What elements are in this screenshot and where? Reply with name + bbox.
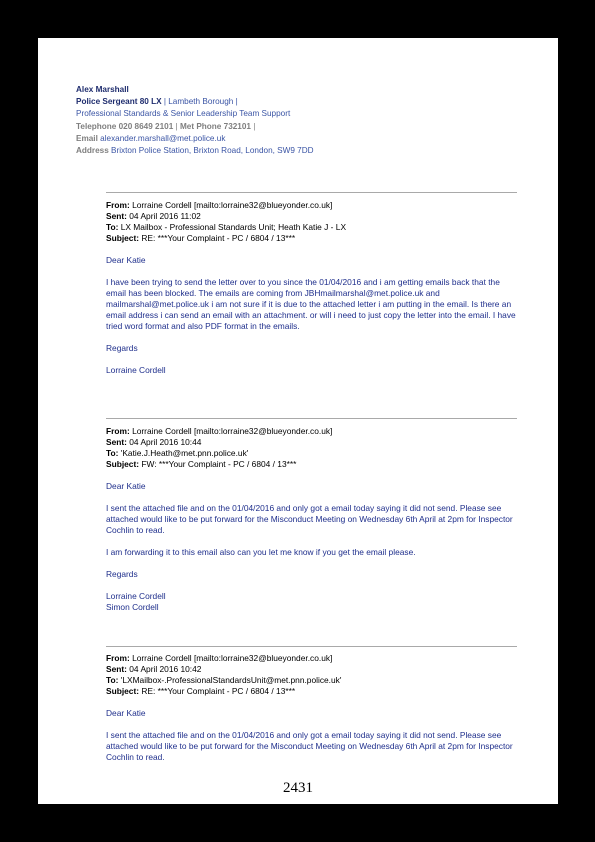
email-greeting: Dear Katie [106, 255, 146, 265]
signature-borough: Lambeth Borough [168, 97, 234, 107]
email-to: LX Mailbox - Professional Standards Unit; Heath Katie J - LX [120, 222, 347, 232]
email-greeting: Dear Katie [106, 481, 146, 491]
email-body: I sent the attached file and on the 01/04/2016 and only got a email today saying it did not send. Please see attached would like to be put forward for the Misconduct Meeting on Wednesday 6th April at 2pm for Inspector Cochlin to read. [106, 503, 513, 535]
email-header: From: Lorraine Cordell [mailto:lorraine32@blueyonder.co.uk] Sent: 04 April 2016 10:42 To: 'LXMailbox-.ProfessionalStandardsUnit@met.pnn.police.uk' Subject: RE: ***Your Complaint - PC / 6804 / 13*** [106, 653, 342, 696]
email-sent: 04 April 2016 10:42 [129, 664, 202, 674]
email-message [106, 200, 518, 376]
email-signoff: Simon Cordell [106, 602, 159, 612]
email-sent: 04 April 2016 11:02 [129, 211, 201, 221]
signature-name: Alex Marshall [76, 85, 129, 94]
email-subject: RE: ***Your Complaint - PC / 6804 / 13*** [141, 686, 296, 696]
email-signature [76, 84, 314, 157]
email-separator [106, 418, 517, 419]
email-subject: FW: ***Your Complaint - PC / 6804 / 13*** [141, 459, 297, 469]
email-header: From: Lorraine Cordell [mailto:lorraine32@blueyonder.co.uk] Sent: 04 April 2016 10:44 To: 'Katie.J.Heath@met.pnn.police.uk' Subject: FW: ***Your Complaint - PC / 6804 / 13*** [106, 426, 333, 469]
signature-phone: 020 8649 2101 [118, 121, 174, 131]
page-number: 2431 [283, 780, 313, 796]
signature-address-line: Address Brixton Police Station, Brixton Road, London, SW9 7DD [76, 146, 314, 156]
email-from: Lorraine Cordell [mailto:lorraine32@blueyonder.co.uk] [132, 200, 333, 210]
email-from: Lorraine Cordell [mailto:lorraine32@blueyonder.co.uk] [132, 653, 333, 663]
email-separator [106, 646, 517, 647]
signature-email: alexander.marshall@met.police.uk [100, 133, 226, 143]
signature-email-line: Email alexander.marshall@met.police.uk [76, 133, 226, 143]
email-to: 'LXMailbox-.ProfessionalStandardsUnit@met.pnn.police.uk' [120, 675, 342, 685]
document-page [38, 38, 558, 804]
email-signoff: Lorraine Cordell [106, 591, 166, 601]
email-body: I sent the attached file and on the 01/04/2016 and only got a email today saying it did not send. Please see attached would like to be put forward for the Misconduct Meeting on Wednesday 6th April at 2pm for Inspector Cochlin to read. [106, 730, 513, 762]
email-greeting: Dear Katie [106, 708, 146, 718]
email-header: From: Lorraine Cordell [mailto:lorraine32@blueyonder.co.uk] Sent: 04 April 2016 11:02 To: LX Mailbox - Professional Standards Unit; Heath Katie J - LX Subject: RE: ***Your Complaint - PC / 6804 / 13*** [106, 200, 347, 243]
email-signoff: Lorraine Cordell [106, 365, 166, 375]
email-message [106, 653, 518, 763]
signature-phone-line: Telephone 020 8649 2101 | Met Phone 732101 | [76, 121, 256, 131]
signature-rank-line: Police Sergeant 80 LX | Lambeth Borough | [76, 97, 238, 107]
email-to: 'Katie.J.Heath@met.pnn.police.uk' [120, 448, 249, 458]
signature-rank: Police Sergeant 80 LX [76, 97, 162, 107]
email-sent: 04 April 2016 10:44 [129, 437, 202, 447]
email-message [106, 426, 518, 613]
signature-team: Professional Standards & Senior Leadership Team Support [76, 109, 291, 119]
email-subject: RE: ***Your Complaint - PC / 6804 / 13*** [141, 233, 296, 243]
email-closing: Regards [106, 343, 138, 353]
signature-met-phone: 732101 [223, 121, 251, 131]
email-separator [106, 192, 517, 193]
signature-address: Brixton Police Station, Brixton Road, London, SW9 7DD [111, 146, 314, 156]
email-body: I have been trying to send the letter over to you since the 01/04/2016 and i am getting emails back that the email has been blocked. The emails are coming from JBHmailmarshal@met.police.uk and mailmarshal@met.police.uk i am not sure if it is due to the attached letter i am putting in the email. Is there an email address i can send an email with an attachment. or will i need to just copy the letter into the email. I have tried word format and also PDF format in the emails. [106, 277, 516, 331]
email-from: Lorraine Cordell [mailto:lorraine32@blueyonder.co.uk] [132, 426, 333, 436]
email-body: I am forwarding it to this email also can you let me know if you get the email please. [106, 547, 416, 557]
email-closing: Regards [106, 569, 138, 579]
